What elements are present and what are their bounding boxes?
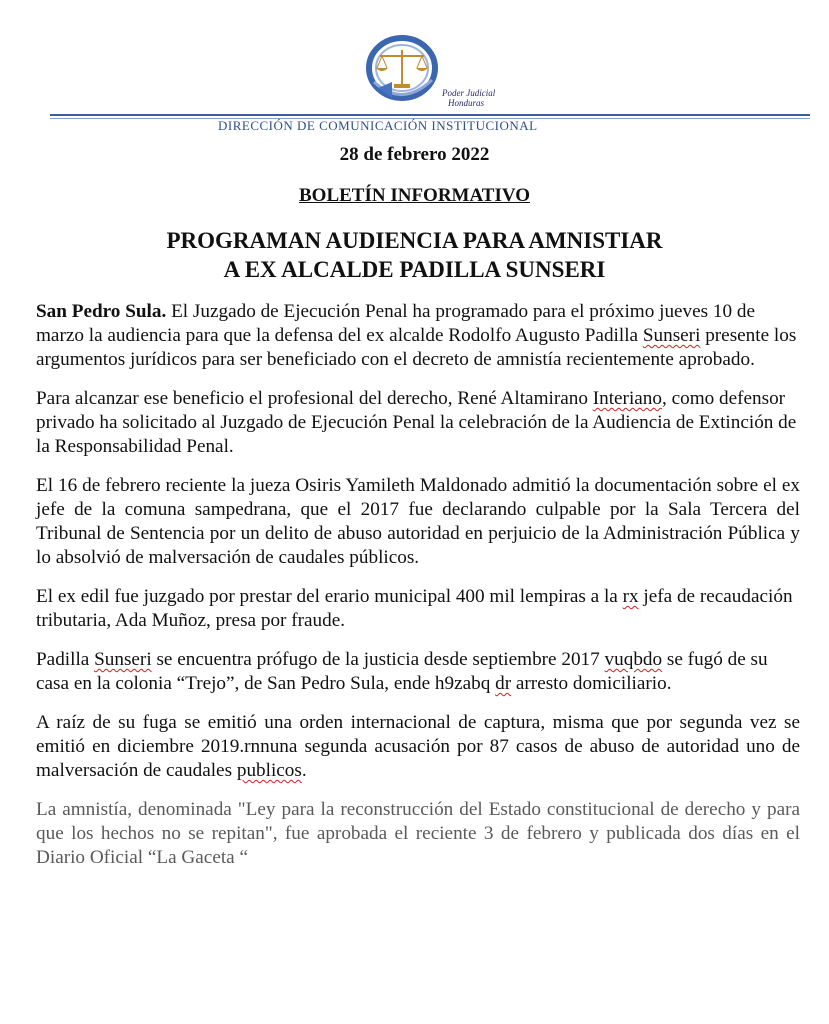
paragraph-7: La amnistía, denominada "Ley para la reconstrucción del Estado constitucional de derecho y para que los hechos no se repitan", fue aprobada el reciente 3 de febrero y publicada dos días en el Diario Oficial “La Gaceta “ [36,799,800,868]
headline-line-1: PROGRAMAN AUDIENCIA PARA AMNISTIAR [166,228,663,253]
headline-line-2: A EX ALCALDE PADILLA SUNSERI [223,257,606,282]
headline [0,226,829,284]
p6-text-a: A raíz de su fuga se emitió una orden internacional de captura, misma que por segunda vez se emitió en diciembre 2019.rnnuna segunda acusación por 87 casos de abuso de autoridad uno de malversación de caudales [36,712,800,781]
p4-text-b: jefa de recaudación tributaria, Ada Muñoz, presa por fraude. [36,586,793,631]
p5-text-c: se fugó de su casa en la colonia “Trejo”, de San Pedro Sula, ende h9zabq [36,649,768,694]
paragraph-3: El 16 de febrero reciente la jueza Osiris Yamileth Maldonado admitió la documentación sobre el ex jefe de la comuna sampedrana, que el 2017 fue declarando culpable por la Sala Tercera del Tribunal de Sentencia por un delito de abuso autoridad en perjuicio de la Administración Pública y lo absolvió de malversación de caudales públicos. [36,475,800,568]
p2-text-a: Para alcanzar ese beneficio el profesional del derecho, René Altamirano [36,388,593,409]
paragraph-1 [36,300,800,372]
poder-judicial-logo [360,30,530,110]
p5-text-d: arresto domiciliario. [511,673,672,694]
paragraph-2 [36,387,800,459]
paragraph-5 [36,648,800,696]
header-rule [50,114,810,116]
misspelled-word: Interiano [592,388,662,409]
logo-text-honduras: Honduras [448,98,485,108]
logo-text-poder-judicial: Poder Judicial [442,88,496,98]
paragraph-4 [36,585,800,633]
misspelled-word: Sunseri [642,325,701,346]
bulletin-date: 28 de febrero 2022 [339,144,490,165]
scales-of-justice-icon [360,30,530,110]
misspelled-word: dr [495,673,512,694]
p6-text-b: . [301,760,307,781]
misspelled-word: Sunseri [94,649,152,670]
p1-text-b: presente los argumentos jurídicos para ser beneficiado con el decreto de amnistía recientemente aprobado. [36,325,797,370]
dateline: San Pedro Sula. [36,301,167,322]
p5-text-a: Padilla [36,649,95,670]
misspelled-word: rx [622,586,639,607]
paragraph-6 [36,711,800,783]
article-body [36,300,800,885]
bulletin-label: BOLETÍN INFORMATIVO [299,185,530,206]
p1-text-a: El Juzgado de Ejecución Penal ha programado para el próximo jueves 10 de marzo la audiencia para que la defensa del ex alcalde Rodolfo Augusto Padilla [36,301,756,346]
p4-text-a: El ex edil fue juzgado por prestar del erario municipal 400 mil lempiras a la [36,586,623,607]
misspelled-word: vuqbdo [604,649,663,670]
p2-text-b: , como defensor privado ha solicitado al Juzgado de Ejecución Penal la celebración de la Audiencia de Extinción de la Responsabilidad Penal. [36,388,797,457]
department-name: DIRECCIÓN DE COMUNICACIÓN INSTITUCIONAL [218,118,538,133]
misspelled-word: publicos [236,760,302,781]
p5-text-b: se encuentra prófugo de la justicia desde septiembre 2017 [151,649,605,670]
